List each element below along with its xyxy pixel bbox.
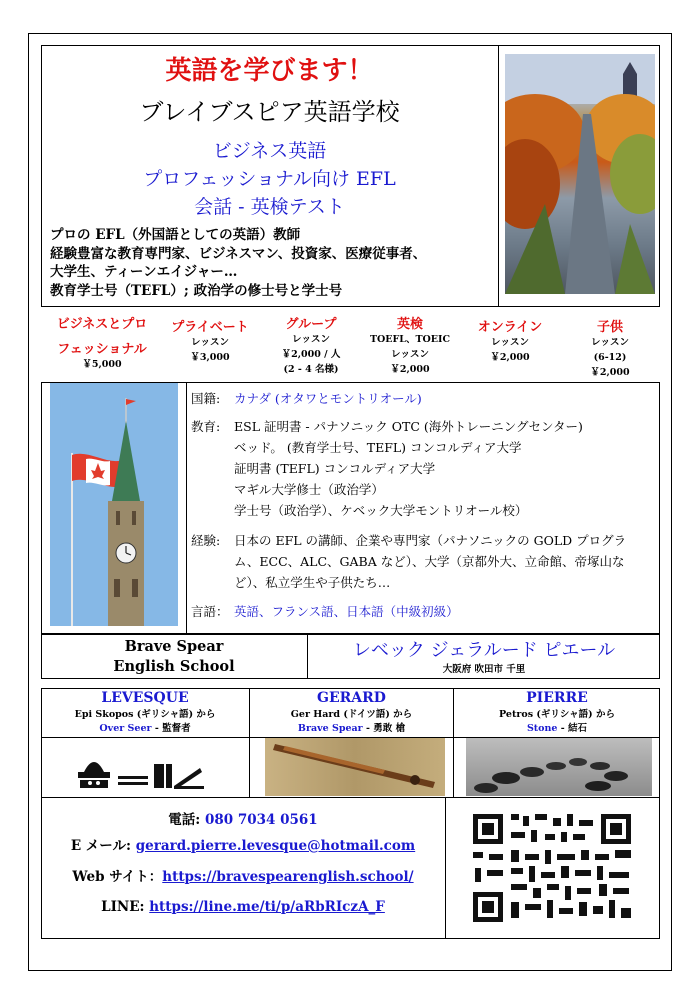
etymology-pierre-head: PIERRE — [526, 690, 588, 706]
experience-line: ど）、私立学生や子供たち… — [234, 575, 391, 590]
subtitle-conversation: 会話 - 英検テスト — [194, 196, 345, 218]
education-item: 学士号（政治学）、ケベック大学モントリオール校） — [234, 503, 528, 518]
overseer-logo-icon — [70, 742, 210, 792]
experience-line: ム、ECC、ALC、GABA など）、大学（京都外大、立命館、帝塚山な — [234, 554, 625, 569]
lesson-kids — [560, 316, 660, 380]
spear-photo — [265, 738, 445, 796]
lesson-business-name-1: ビジネスとプロ — [56, 317, 148, 332]
education-item: マギル大学修士（政治学） — [234, 482, 384, 497]
lesson-eiken-sub: レッスン — [391, 349, 429, 360]
lesson-online-name: オンライン — [477, 320, 543, 335]
line-row — [41, 899, 445, 915]
teacher-location: 大阪府 吹田市 千里 — [442, 664, 526, 675]
desc-line-2: 経験豊富な教育専門家、ビジネスマン、投資家、医療従事者、 — [50, 245, 427, 262]
education-label: 教育: — [191, 419, 221, 434]
lesson-online-sub: レッスン — [491, 337, 529, 348]
education-item: ESL 証明書 - パナソニック OTC (海外トレーニングセンター) — [234, 419, 583, 434]
phone-label: 電話: — [168, 812, 205, 828]
lesson-group-name: グループ — [285, 317, 337, 332]
qr-code-icon[interactable] — [461, 804, 649, 932]
school-name: ブレイブスピア英語学校 — [139, 98, 400, 126]
etymology-gerard-meaning-en: Brave Spear — [297, 723, 363, 734]
desc-line-4: 教育学士号（TEFL）; 政治学の修士号と学士号 — [50, 282, 343, 299]
experience-line: 日本の EFL の講師、企業や専門家（パナソニックの GOLD プログラ — [234, 533, 627, 548]
autumn-path-photo — [505, 54, 655, 294]
education-item: ベッド。 (教育学士号、TEFL) コンコルディア大学 — [234, 440, 522, 455]
lesson-kids-name: 子供 — [596, 320, 623, 335]
lesson-group-note: (2 - 4 名様) — [283, 364, 339, 375]
desc-line-1: プロの EFL（外国語としての英語）教師 — [50, 227, 301, 243]
subtitle-business: ビジネス英語 — [212, 140, 327, 162]
languages-value: 英語、フランス語、日本語（中級初級） — [234, 604, 459, 619]
lesson-eiken — [362, 313, 458, 377]
lesson-eiken-tests: TOEFL、TOEIC — [369, 334, 451, 345]
lesson-business-name-2: フェッショナル — [57, 342, 147, 357]
lesson-group-sub: レッスン — [292, 334, 330, 345]
lesson-group-price: ￥2,000 / 人 — [281, 349, 341, 360]
lesson-online — [462, 316, 558, 365]
lesson-kids-note: (6-12) — [593, 352, 627, 363]
languages-label: 言語： — [191, 604, 229, 619]
etymology-gerard-origin: Ger Hard (ドイツ語) から — [290, 709, 413, 720]
email-label: E メール: — [70, 838, 136, 854]
school-name-english — [41, 637, 307, 677]
lesson-private — [160, 316, 260, 365]
lesson-business — [46, 313, 158, 372]
phone-row — [41, 808, 445, 828]
etymology-pierre-origin: Petros (ギリシャ語) から — [499, 709, 615, 720]
experience-text — [234, 530, 654, 593]
etymology-pierre-meaning-en: Stone — [526, 723, 558, 734]
line-link[interactable]: https://line.me/ti/p/aRbRIczA_F — [149, 899, 385, 915]
lesson-private-price: ￥3,000 — [190, 352, 230, 363]
desc-line-3: 大学生、ティーンエイジャー… — [50, 264, 238, 280]
etymology-gerard-meaning-jp: - 勇敢 槍 — [362, 723, 406, 734]
peace-tower-photo — [50, 383, 178, 626]
website-row — [41, 865, 445, 885]
education-item: 証明書 (TEFL) コンコルディア大学 — [234, 461, 436, 476]
website-label: Web サイト： — [72, 869, 163, 885]
etymology-levesque-head: LEVESQUE — [101, 690, 189, 706]
etymology-levesque-meaning-jp: - 監督者 — [151, 723, 191, 734]
etymology-levesque — [41, 690, 249, 734]
lesson-eiken-name: 英検 — [396, 317, 423, 332]
website-link[interactable]: https://bravespearenglish.school/ — [162, 869, 414, 885]
phone-number[interactable]: 080 7034 0561 — [204, 812, 318, 828]
nationality-value: カナダ (オタワとモントリオール) — [234, 391, 422, 406]
lesson-private-name: プライベート — [171, 320, 249, 335]
etymology-levesque-origin: Epi Skopos (ギリシャ語) から — [74, 709, 216, 720]
experience-label: 経験: — [191, 533, 221, 548]
lesson-group — [262, 313, 360, 377]
header-divider — [498, 45, 499, 307]
lesson-private-sub: レッスン — [191, 337, 229, 348]
lesson-business-price: ￥5,000 — [82, 359, 122, 370]
school-name-en-line-1: Brave Spear — [124, 638, 224, 655]
education-list — [234, 416, 654, 521]
stones-photo — [466, 738, 652, 796]
lesson-kids-price: ￥2,000 — [590, 367, 630, 378]
school-name-en-line-2: English School — [113, 658, 235, 675]
lesson-online-price: ￥2,000 — [490, 352, 530, 363]
lesson-eiken-price: ￥2,000 — [390, 364, 430, 375]
etymology-gerard-head: GERARD — [317, 690, 386, 706]
email-row — [41, 834, 445, 854]
subtitle-efl: プロフェッショナル向け EFL — [143, 168, 396, 190]
etymology-pierre — [454, 690, 660, 734]
email-link[interactable]: gerard.pierre.levesque@hotmail.com — [135, 838, 416, 854]
page-title: 英語を学びます！ — [165, 56, 374, 86]
etymology-levesque-meaning-en: Over Seer — [99, 723, 152, 734]
etymology-pierre-meaning-jp: - 結石 — [557, 723, 588, 734]
nationality-label: 国籍: — [191, 391, 221, 406]
teacher-name: レベック ジェラルード ピエール — [352, 640, 616, 661]
line-label: LINE: — [101, 899, 150, 915]
etymology-gerard — [250, 690, 453, 734]
header-description — [50, 226, 496, 300]
contact-divider — [445, 797, 446, 939]
lesson-kids-sub: レッスン — [591, 337, 629, 348]
profile-divider — [186, 382, 187, 634]
